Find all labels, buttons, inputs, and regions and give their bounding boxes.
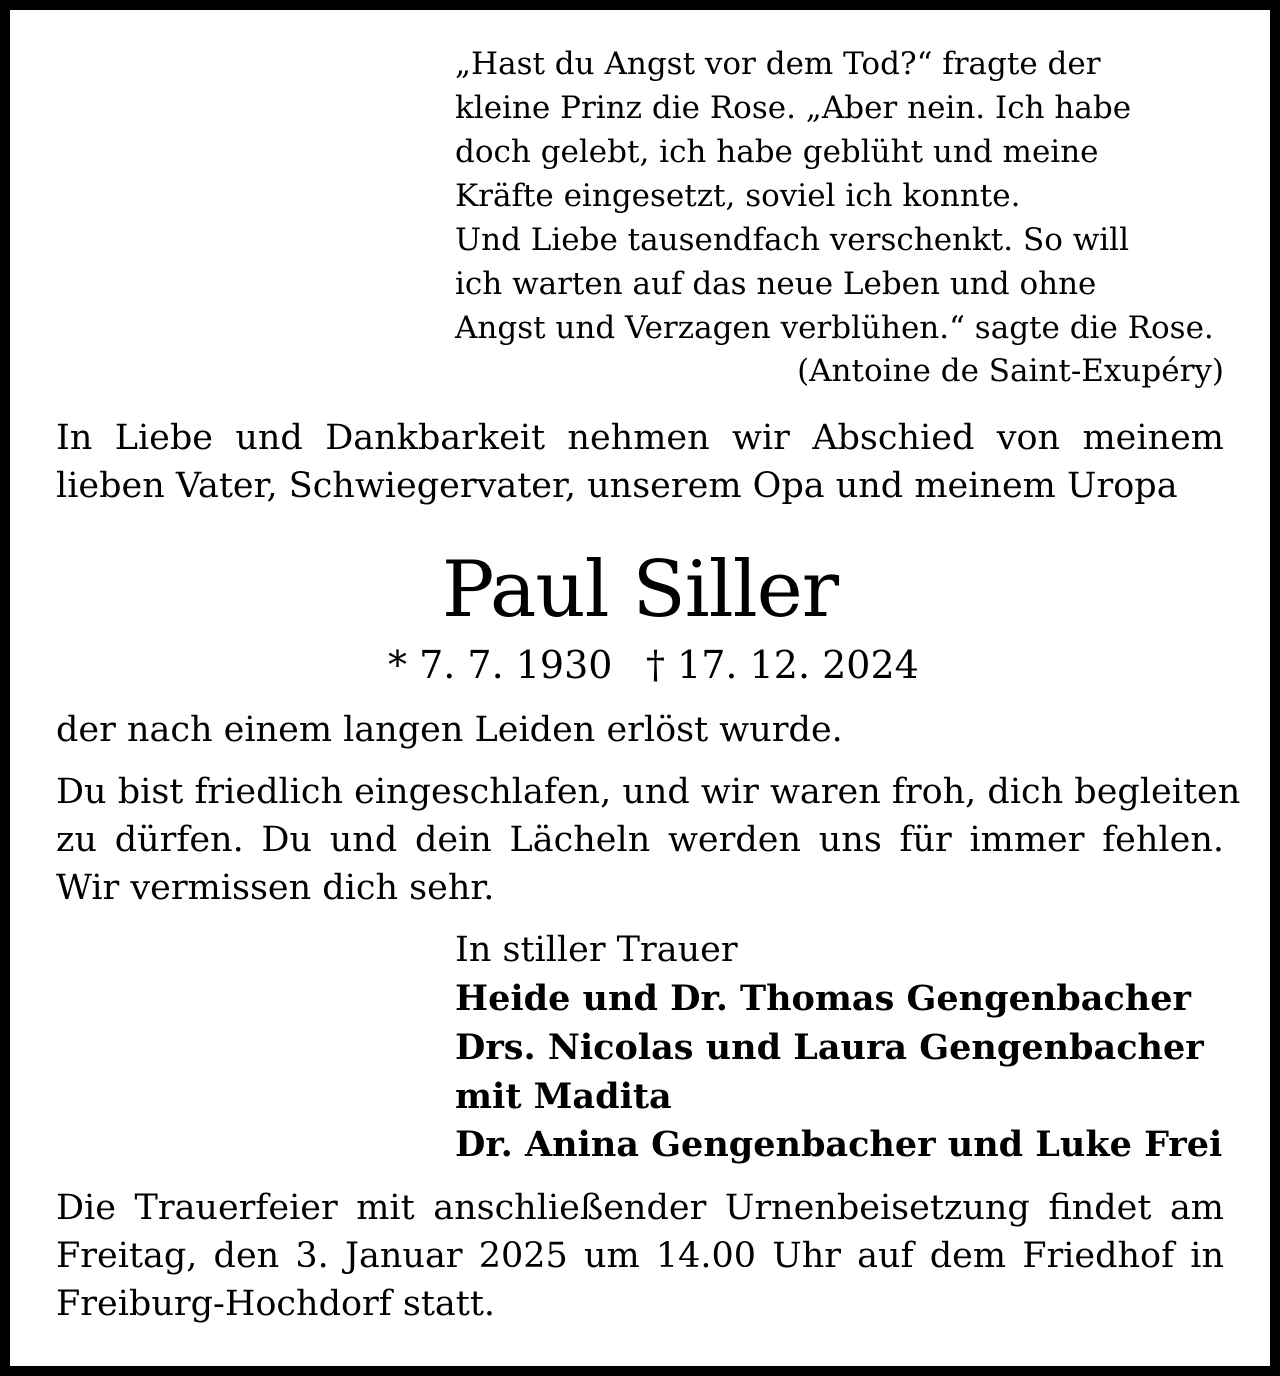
message-line: zu dürfen. Du und dein Lächeln werden uns für immer fehlen. [56, 820, 1224, 860]
funeral-line: Freitag, den 3. Januar 2025 um 14.00 Uhr auf dem Friedhof in [56, 1236, 1224, 1276]
death-date: † 17. 12. 2024 [646, 643, 919, 687]
quote-line: Angst und Verzagen verblühen.“ sagte die Rose. [455, 310, 1214, 346]
birth-date: * 7. 7. 1930 [388, 643, 613, 687]
quote-line: „Hast du Angst vor dem Tod?“ fragte der [455, 46, 1101, 82]
funeral-line: Die Trauerfeier mit anschließender Urnenbeisetzung findet am [56, 1188, 1224, 1228]
message-line: Du bist friedlich eingeschlafen, und wir waren froh, dich begleiten [56, 772, 1241, 812]
release-line: der nach einem langen Leiden erlöst wurde. [56, 710, 843, 750]
intro-line: lieben Vater, Schwiegervater, unserem Opa und meinem Uropa [56, 466, 1178, 506]
mourner-name: mit Madita [455, 1076, 672, 1117]
mourner-name: Drs. Nicolas und Laura Gengenbacher [455, 1027, 1204, 1068]
mourner-name: Heide und Dr. Thomas Gengenbacher [455, 978, 1191, 1019]
release-paragraph [56, 706, 1224, 754]
quote-line: kleine Prinz die Rose. „Aber nein. Ich habe [455, 90, 1132, 126]
deceased-name: Paul Siller [441, 545, 839, 635]
funeral-line: Freiburg-Hochdorf statt. [56, 1284, 496, 1324]
quote-line: Und Liebe tausendfach verschenkt. So will [455, 222, 1129, 258]
mourners-heading: In stiller Trauer [455, 930, 738, 970]
quote-line: Kräfte eingesetzt, soviel ich konnte. [455, 178, 1021, 214]
intro-line: In Liebe und Dankbarkeit nehmen wir Abschied von meinem [56, 418, 1224, 458]
quote-line: ich warten auf das neue Leben und ohne [455, 266, 1097, 302]
intro-paragraph [56, 414, 1224, 510]
message-paragraph [56, 768, 1241, 912]
message-line: Wir vermissen dich sehr. [56, 868, 495, 908]
quote-attribution: (Antoine de Saint-Exupéry) [797, 353, 1224, 389]
quote-line: doch gelebt, ich habe geblüht und meine [455, 134, 1099, 170]
funeral-paragraph [56, 1184, 1224, 1328]
mourner-name: Dr. Anina Gengenbacher und Luke Frei [455, 1124, 1223, 1165]
